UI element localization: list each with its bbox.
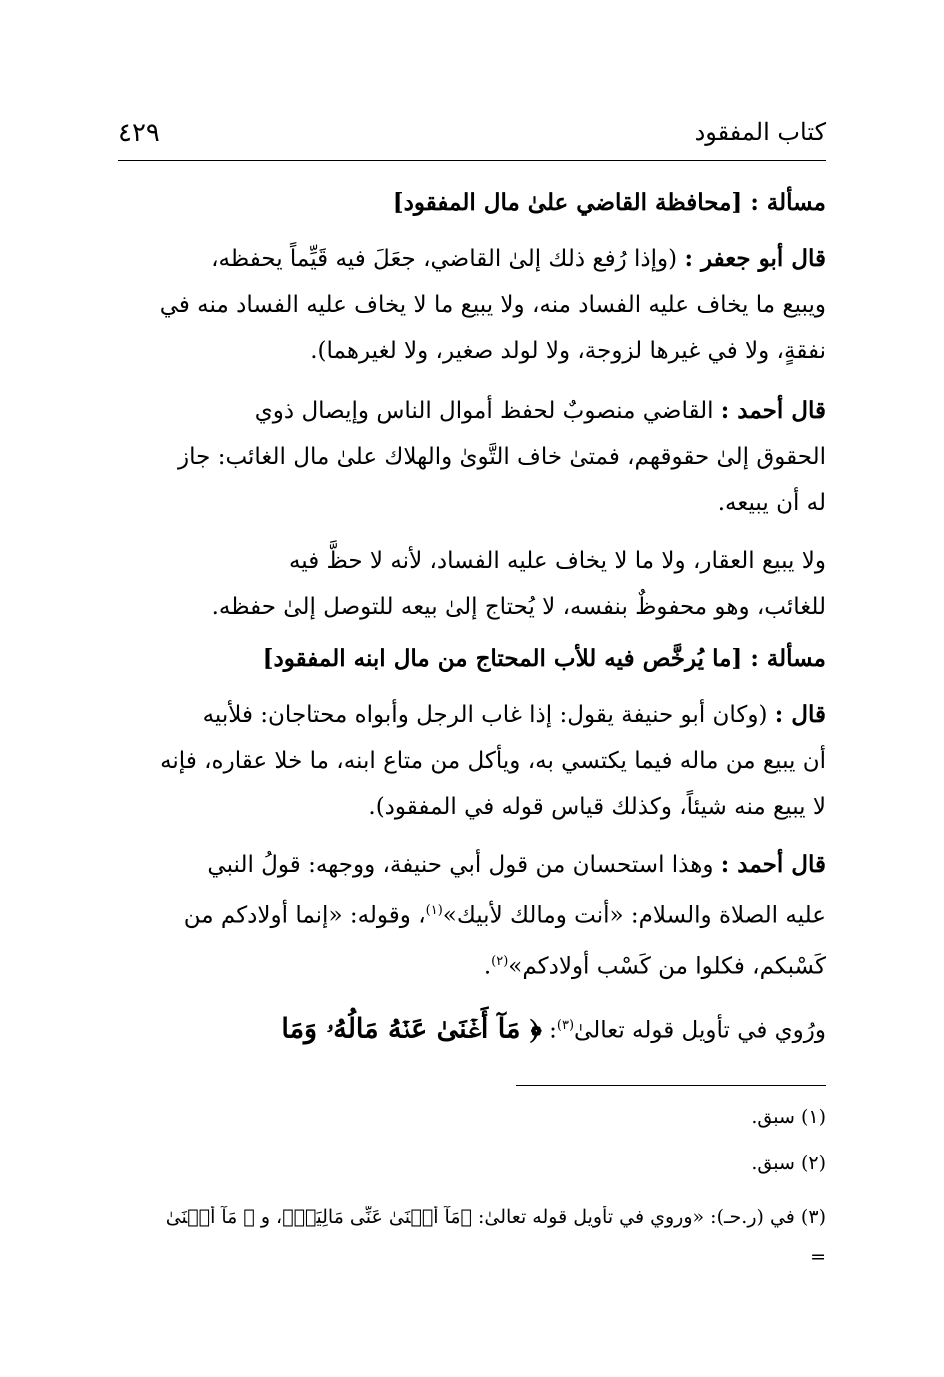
speaker-label: قال أبو جعفر : [684,245,826,272]
heading-label: مسألة : [750,645,826,672]
footnote-continuation-mark: = [810,1246,826,1268]
page-number: ٤٢٩ [118,118,160,148]
text-line: عليه الصلاة والسلام: «أنت ومالك لأبيك» [442,902,826,929]
paragraph-ahmad-2 [118,842,826,989]
speaker-label: قال أحمد : [720,397,826,424]
text-line: ، وقوله: «إنما أولادكم من [183,902,426,929]
paragraph-abu-jafar [118,236,826,374]
colon: : [549,1017,557,1044]
paragraph-real-estate [118,538,826,630]
text-line: الحقوق إلىٰ حقوقهم، فمتىٰ خاف التَّوىٰ والهلاك علىٰ مال الغائب: جاز [178,444,826,470]
footnote-mark[interactable]: (٣) [556,1018,575,1033]
section-heading-2 [118,636,826,682]
paragraph-abu-hanifa [118,692,826,830]
text-line: ورُوي في تأويل قوله تعالىٰ [574,1017,826,1044]
heading-title: [ما يُرخَّص فيه للأب المحتاج من مال ابنه المفقود] [262,645,743,672]
paragraph-ahmad-1 [118,388,826,526]
chapter-title: كتاب المفقود [694,118,826,146]
text-line: (وكان أبو حنيفة يقول: إذا غاب الرجل وأبواه محتاجان: فلأبيه [202,702,768,728]
text-line: . [483,953,492,980]
footnote-1: (١) سبق. [751,1106,826,1128]
text-line: لا يبيع منه شيئاً، وكذلك قياس قوله في المفقود). [368,794,826,820]
text-line: أن يبيع من ماله فيما يكتسي به، ويأكل من متاع ابنه، ما خلا عقاره، فإنه [160,748,826,774]
speaker-label: قال أحمد : [720,851,826,878]
footnote-mark[interactable]: (٢) [491,953,509,969]
footnote-2: (٢) سبق. [751,1152,826,1174]
text-line: للغائب، وهو محفوظٌ بنفسه، لا يُحتاج إلىٰ بيعه للتوصل إلىٰ حفظه. [211,594,826,620]
text-line: ويبيع ما يخاف عليه الفساد منه، ولا يبيع ما لا يخاف عليه الفساد منه في [159,292,826,318]
heading-label: مسألة : [750,189,826,216]
text-line: القاضي منصوبٌ لحفظ أموال الناس وإيصال ذوي [254,398,714,424]
text-line: ولا يبيع العقار، ولا ما لا يخاف عليه الفساد، لأنه لا حظَّ فيه [288,548,826,574]
text-line: له أن يبيعه. [717,490,826,516]
footnote-3: (٣) في (ر.حـ): «وروي في تأويل قوله تعالىٰ: ﴿مَآ أَغۡنَىٰ عَنِّى مَالِيَهۡ﴾، و ﴿ مَآ أَغۡنَىٰ [165,1206,826,1228]
section-heading-1 [118,180,826,226]
text-line: نفقةٍ، ولا في غيرها لزوجة، ولا لولد صغير، ولا لغيرهما). [310,338,826,364]
speaker-label: قال : [774,701,826,728]
quran-verse: ﴿ مَآ أَغۡنَىٰ عَنۡهُ مَالُهُۥ وَمَا [281,1013,542,1045]
page-header [118,110,826,161]
footnote-divider [516,1085,826,1086]
footnote-mark[interactable]: (١) [425,903,443,918]
text-line: (وإذا رُفع ذلك إلىٰ القاضي، جعَلَ فيه قَيِّماً يحفظه، [211,246,678,272]
heading-title: [محافظة القاضي علىٰ مال المفقود] [392,189,743,216]
paragraph-tafsir [118,1000,826,1057]
text-line: كَسْبكم، فكلوا من كَسْب أولادكم» [508,953,826,980]
text-line: وهذا استحسان من قول أبي حنيفة، ووجهه: قولُ النبي [207,852,714,878]
